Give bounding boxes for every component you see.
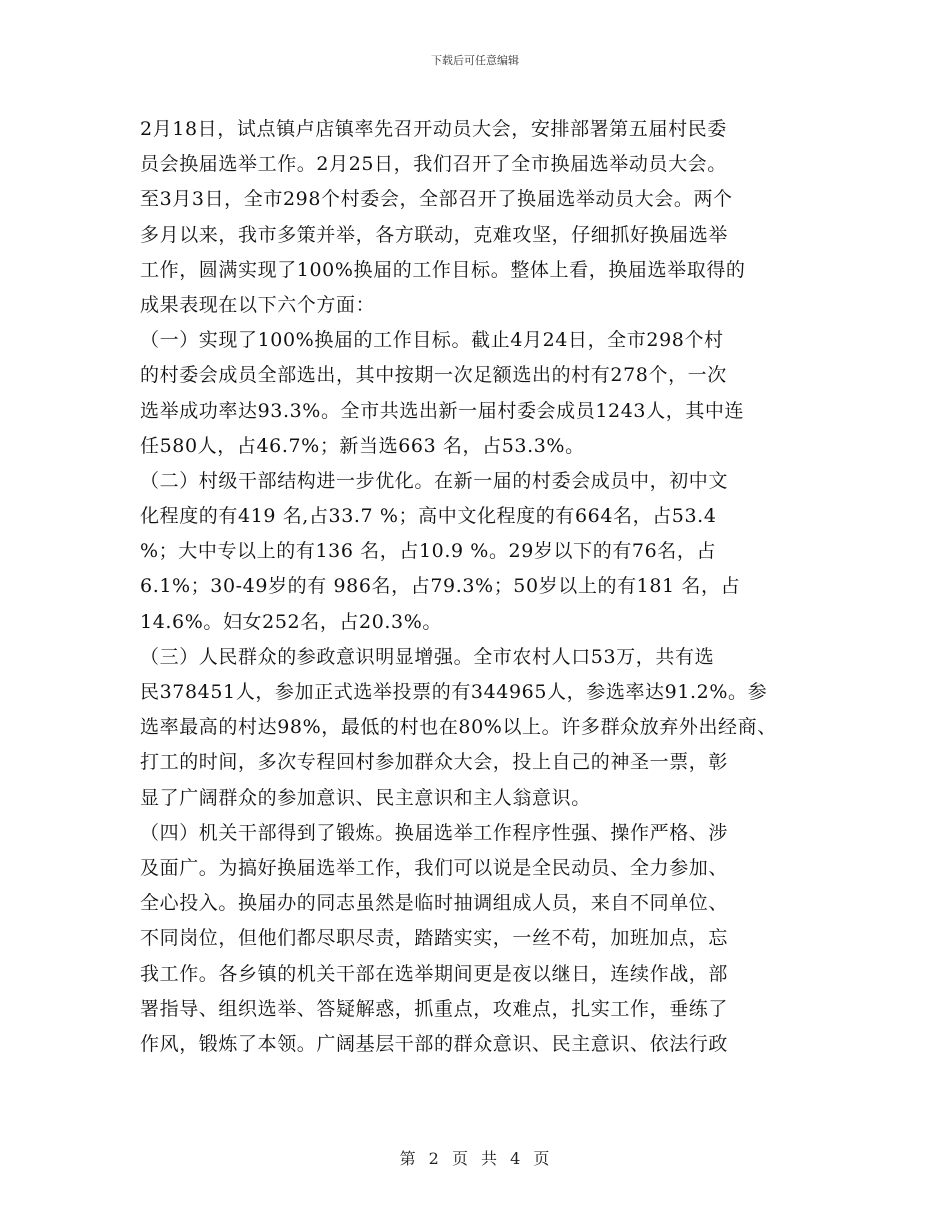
text-line: %；大中专以上的有136 名，占10.9 %。29岁以下的有76名，占: [140, 540, 717, 563]
text-line: 及面广。为搞好换届选举工作，我们可以说是全民动员、全力参加、: [140, 856, 729, 879]
text-line: 2月18日，试点镇卢店镇率先召开动员大会，安排部署第五届村民委: [140, 118, 727, 140]
text-line: 至3月3日，全市298个村委会，全部召开了换届选举动员大会。两个: [140, 188, 733, 211]
text-line: （二）村级干部结构进一步优化。在新一届的村委会成员中，初中文: [140, 469, 729, 492]
text-line: 员会换届选举工作。2月25日，我们召开了全市换届选举动员大会。: [140, 153, 727, 176]
text-line: 工作，圆满实现了100%换届的工作目标。整体上看，换届选举取得的: [140, 258, 746, 281]
text-line: （三）人民群众的参政意识明显增强。全市农村人口53万，共有选: [140, 645, 715, 668]
text-line: 的村委会成员全部选出，其中按期一次足额选出的村有278个，一次: [140, 364, 727, 387]
text-line: 任580人，占46.7%；新当选663 名，占53.3%。: [140, 434, 585, 457]
text-line: 我工作。各乡镇的机关干部在选举期间更是夜以继日，连续作战，部: [140, 962, 729, 985]
text-line: 署指导、组织选举、答疑解惑，抓重点，攻难点，扎实工作，垂练了: [140, 997, 729, 1020]
text-line: 多月以来，我市多策并举，各方联动，克难攻坚，仔细抓好换届选举: [140, 223, 729, 246]
page-header: 下载后可任意编辑: [431, 54, 519, 67]
text-line: 打工的时间，多次专程回村参加群众大会，投上自己的神圣一票，彰: [140, 751, 729, 774]
text-line: 不同岗位，但他们都尽职尽责，踏踏实实，一丝不苟，加班加点，忘: [140, 927, 729, 950]
text-line: 选率最高的村达98%，最低的村也在80%以上。许多群众放弃外出经商、: [140, 716, 777, 739]
text-line: 6.1%；30-49岁的有 986名，占79.3%；50岁以上的有181 名，占: [140, 575, 741, 598]
text-line: 民378451人，参加正式选举投票的有344965人，参选率达91.2%。参: [140, 681, 768, 703]
text-line: 选举成功率达93.3%。全市共选出新一届村委会成员1243人，其中连: [140, 399, 745, 422]
text-line: 作风，锻炼了本领。广阔基层干部的群众意识、民主意识、依法行政: [140, 1032, 729, 1055]
text-line: 显了广阔群众的参加意识、民主意识和主人翁意识。: [140, 786, 591, 809]
text-line: （四）机关干部得到了锻炼。换届选举工作程序性强、操作严格、涉: [140, 821, 729, 844]
text-line: （一）实现了100%换届的工作目标。截止4月24日，全市298个村: [140, 329, 724, 352]
page-footer: 第 2 页 共 4 页: [399, 1149, 551, 1168]
text-line: 全心投入。换届办的同志虽然是临时抽调组成人员，来自不同单位、: [140, 892, 729, 915]
text-line: 成果表现在以下六个方面：: [140, 293, 376, 316]
text-line: 14.6%。妇女252名，占20.3%。: [140, 610, 442, 633]
document-body: [140, 112, 815, 1062]
text-line: 化程度的有419 名,占33.7 %；高中文化程度的有664名，占53.4: [140, 505, 717, 528]
